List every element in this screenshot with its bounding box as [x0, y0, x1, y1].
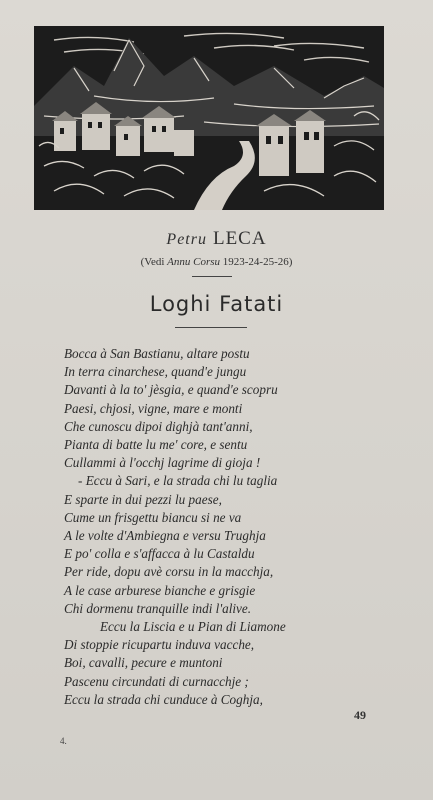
woodcut-illustration	[34, 26, 384, 210]
poem-line: Che cunoscu dipoi dighjà tant'anni,	[64, 418, 253, 434]
author-name	[0, 228, 433, 250]
poem-line: Di stoppie ricupartu induva vacche,	[64, 637, 255, 653]
divider-rule	[192, 276, 232, 277]
poem-body	[64, 345, 384, 709]
poem-line: Per ride, dopu avè corsu in la macchja,	[64, 564, 274, 580]
poem-line: - Eccu à Sari, e la strada chi lu taglia	[78, 473, 278, 489]
poem-line: Davanti à la to' jèsgia, e quand'e scopru	[64, 382, 278, 398]
poem-line: E po' colla e s'affacca à lu Castaldu	[64, 546, 255, 562]
poem-line: Pascenu circundati di curnacchje ;	[64, 673, 249, 689]
title-underline	[175, 327, 247, 328]
footer-mark: 4.	[60, 736, 67, 746]
poem-line: Bocca à San Bastianu, altare postu	[64, 346, 250, 361]
poem-line: E sparte in dui pezzi lu paese,	[64, 491, 222, 507]
poem-line: Eccu la strada chi cunduce à Coghja,	[64, 691, 263, 707]
poem-line: Cullammi à l'occhj lagrime di gioja !	[64, 455, 261, 471]
poem-line: Eccu la Liscia e u Pian di Liamone	[100, 619, 286, 635]
poem-title: Loghi Fatati	[149, 292, 284, 316]
page-number: 49	[354, 708, 366, 722]
subtitle-prefix: (Vedi	[140, 256, 168, 268]
author-first-name: Petru	[166, 231, 207, 248]
subtitle	[0, 256, 433, 268]
poem-line: A le case arburese bianche e grisgie	[64, 582, 256, 598]
poem-line: Pianta di batte lu me' core, e sentu	[64, 437, 248, 453]
poem-line: Chi dormenu tranquille indi l'alive.	[64, 600, 252, 616]
subtitle-italic: Annu Corsu	[167, 256, 221, 268]
poem-line: In terra cinarchese, quand'e jungu	[64, 364, 247, 380]
poem-line: A le volte d'Ambiegna e versu Trughja	[64, 528, 266, 544]
poem-line: Paesi, chjosi, vigne, mare e monti	[64, 400, 243, 416]
subtitle-suffix: 1923-24-25-26)	[220, 256, 293, 268]
poem-line: Boi, cavalli, pecure e muntoni	[64, 655, 223, 671]
poem-line: Cume un frisgettu biancu si ne va	[64, 509, 242, 525]
author-last-name: LECA	[212, 228, 267, 249]
